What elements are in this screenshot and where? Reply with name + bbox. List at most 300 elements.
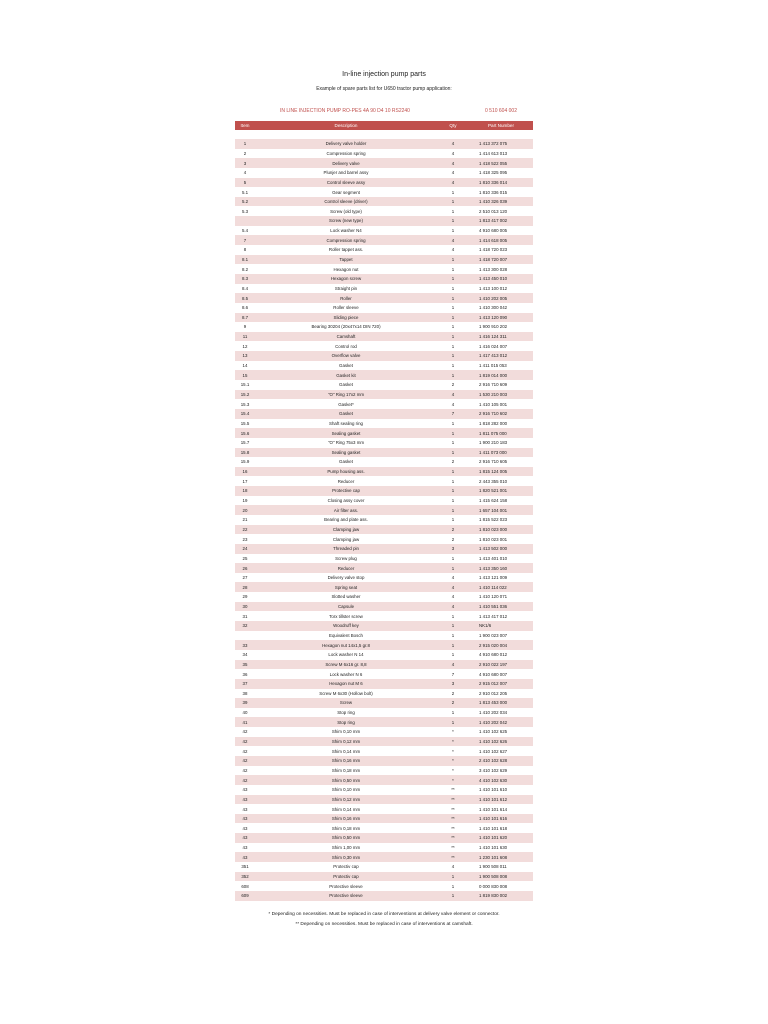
table-row bbox=[235, 274, 533, 284]
table-row bbox=[235, 457, 533, 467]
table-row bbox=[235, 496, 533, 506]
item-description: Shim 0,30 mm bbox=[255, 852, 437, 862]
item-part-number: 1 416 024 007 bbox=[479, 343, 508, 349]
table-row bbox=[235, 785, 533, 795]
table-row bbox=[235, 255, 533, 265]
item-number: 43 bbox=[242, 806, 248, 812]
table-row bbox=[235, 602, 533, 612]
table-row bbox=[235, 573, 533, 583]
item-description: Gasket* bbox=[338, 401, 354, 407]
item-number: 352 bbox=[235, 872, 255, 882]
item-qty: 1 bbox=[437, 872, 469, 882]
item-number: 27 bbox=[242, 575, 248, 581]
item-qty: ** bbox=[451, 787, 455, 793]
item-qty: 2 bbox=[451, 382, 455, 388]
item-part-number: 1 900 910 202 bbox=[479, 324, 508, 330]
item-description: Bearing 30204 (20x47x14 DIN 720) bbox=[311, 324, 381, 330]
item-qty: 1 bbox=[437, 351, 469, 361]
table-row bbox=[235, 419, 533, 429]
item-part-number: 1 410 101 630 bbox=[479, 845, 508, 851]
item-description: Straight pin bbox=[334, 285, 358, 291]
item-number: 43 bbox=[235, 814, 255, 824]
table-row bbox=[235, 611, 533, 621]
item-description: Shim 0,50 mm bbox=[255, 833, 437, 843]
table-row bbox=[235, 679, 533, 689]
item-number: 24 bbox=[235, 544, 255, 554]
item-number: 38 bbox=[242, 690, 248, 696]
item-qty: 4 bbox=[437, 235, 469, 245]
table-row bbox=[235, 631, 533, 641]
item-number: 3 bbox=[235, 158, 255, 168]
item-part-number: 1 410 326 039 bbox=[469, 197, 533, 207]
table-row bbox=[235, 823, 533, 833]
item-description: Control rod bbox=[335, 343, 357, 349]
item-qty: 1 bbox=[451, 228, 455, 234]
item-part-number: 1 900 508 008 bbox=[469, 872, 533, 882]
item-part-number: 1 815 522 023 bbox=[479, 517, 508, 523]
item-number: 5.3 bbox=[241, 208, 249, 214]
item-qty: 1 bbox=[451, 305, 455, 311]
table-row bbox=[235, 380, 533, 390]
column-header-description: Description bbox=[255, 121, 437, 130]
item-part-number: 1 410 102 626 bbox=[469, 737, 533, 747]
table-row bbox=[235, 226, 533, 236]
item-description: Gear segment bbox=[332, 189, 360, 195]
item-number: 15.9 bbox=[240, 459, 250, 465]
table-row bbox=[235, 505, 533, 515]
item-qty: 4 bbox=[437, 139, 469, 149]
item-description: Equivalent Bosch bbox=[329, 632, 363, 638]
table-row bbox=[235, 582, 533, 592]
item-number: 5.1 bbox=[241, 189, 249, 195]
item-part-number: 1 230 101 608 bbox=[469, 852, 533, 862]
item-part-number: 2 910 012 205 bbox=[479, 690, 508, 696]
item-qty: 1 bbox=[437, 448, 469, 458]
table-row bbox=[235, 313, 533, 323]
item-part-number: 4 910 680 005 bbox=[479, 228, 508, 234]
item-description: Shim 1,00 mm bbox=[331, 845, 361, 851]
item-description: Shaft sealing ring bbox=[329, 420, 363, 426]
table-row bbox=[235, 660, 533, 670]
item-part-number: 2 510 013 120 bbox=[479, 208, 508, 214]
item-qty: 1 bbox=[451, 652, 455, 658]
item-part-number: 1 413 417 012 bbox=[479, 613, 508, 619]
pump-number: 0 510 604 002 bbox=[485, 108, 517, 114]
table-row bbox=[235, 563, 533, 573]
item-qty: 4 bbox=[437, 660, 469, 670]
item-description: Shim 0,16 mm bbox=[255, 756, 437, 766]
item-description: Shim 0,16 mm bbox=[255, 814, 437, 824]
table-row bbox=[235, 669, 533, 679]
item-number: 34 bbox=[242, 652, 248, 658]
item-part-number: 1 410 105 001 bbox=[479, 401, 508, 407]
table-row bbox=[235, 698, 533, 708]
item-description: Shim 0,10 mm bbox=[331, 787, 361, 793]
item-number: 42 bbox=[235, 775, 255, 785]
item-number: 42 bbox=[242, 748, 248, 754]
item-number: 8.5 bbox=[235, 293, 255, 303]
item-qty: 1 bbox=[451, 517, 455, 523]
table-row bbox=[235, 843, 533, 853]
table-row bbox=[235, 235, 533, 245]
item-part-number: 1 413 401 010 bbox=[479, 555, 508, 561]
item-description: Clamping jaw bbox=[255, 525, 437, 535]
item-description: Hexagon nut 14x1,5 gr.8 bbox=[255, 640, 437, 650]
item-description: Threaded pin bbox=[255, 544, 437, 554]
table-row bbox=[235, 168, 533, 178]
item-part-number: 1 900 023 007 bbox=[479, 632, 508, 638]
table-row bbox=[235, 361, 533, 371]
item-number: 31 bbox=[242, 613, 248, 619]
item-description: Gasket bbox=[339, 363, 353, 369]
item-number: 15.8 bbox=[235, 448, 255, 458]
item-description: Delivery valve stop bbox=[327, 575, 365, 581]
item-description: Overflow valve bbox=[255, 351, 437, 361]
item-description: Protectiv cap bbox=[333, 864, 359, 870]
item-part-number: 1 410 300 042 bbox=[479, 305, 508, 311]
item-part-number: 1 417 413 012 bbox=[469, 351, 533, 361]
item-qty: 4 bbox=[437, 582, 469, 592]
table-row bbox=[235, 891, 533, 901]
item-part-number: 1 818 282 000 bbox=[479, 420, 508, 426]
item-qty: 1 bbox=[437, 370, 469, 380]
table-row bbox=[235, 409, 533, 419]
item-description: Delivery valve bbox=[255, 158, 437, 168]
table-row bbox=[235, 515, 533, 525]
item-qty: * bbox=[452, 767, 454, 773]
item-part-number: 1 657 104 001 bbox=[469, 505, 533, 515]
item-description: Reducer bbox=[255, 563, 437, 573]
item-part-number: 1 410 114 022 bbox=[469, 582, 533, 592]
item-qty: 1 bbox=[437, 313, 469, 323]
item-part-number: 1 810 023 001 bbox=[479, 536, 508, 542]
table-row bbox=[235, 139, 533, 149]
item-number: 15.1 bbox=[240, 382, 250, 388]
item-description: Compression spring bbox=[255, 235, 437, 245]
item-number: 16 bbox=[235, 467, 255, 477]
item-description: Roller tappet ass. bbox=[328, 247, 364, 253]
item-qty: 4 bbox=[451, 401, 455, 407]
item-number: 43 bbox=[235, 833, 255, 843]
item-number: 43 bbox=[235, 852, 255, 862]
page-title: In-line injection pump parts bbox=[342, 71, 426, 78]
item-part-number: 1 410 101 616 bbox=[469, 814, 533, 824]
item-part-number: 1 810 023 000 bbox=[469, 525, 533, 535]
item-qty: 1 bbox=[451, 324, 455, 330]
item-qty: 1 bbox=[437, 486, 469, 496]
table-row bbox=[235, 438, 533, 448]
item-qty: 7 bbox=[437, 409, 469, 419]
item-part-number: 1 810 336 014 bbox=[469, 178, 533, 188]
item-description: Shim 0,12 mm bbox=[255, 737, 437, 747]
item-qty: 4 bbox=[451, 150, 455, 156]
item-number: 42 bbox=[235, 737, 255, 747]
item-description: Air filter ass. bbox=[255, 505, 437, 515]
item-number: 18 bbox=[235, 486, 255, 496]
table-row bbox=[235, 852, 533, 862]
table-row bbox=[235, 795, 533, 805]
table-row bbox=[235, 197, 533, 207]
item-description: Protective cap bbox=[255, 486, 437, 496]
item-qty: 1 bbox=[451, 555, 455, 561]
item-qty: 1 bbox=[437, 891, 469, 901]
item-qty: 3 bbox=[437, 679, 469, 689]
item-description: Sealing gasket bbox=[255, 428, 437, 438]
item-qty: 3 bbox=[437, 544, 469, 554]
item-number: 1 bbox=[235, 139, 255, 149]
item-number: 15.6 bbox=[235, 428, 255, 438]
item-number: 41 bbox=[235, 717, 255, 727]
table-row bbox=[235, 756, 533, 766]
item-qty: 1 bbox=[451, 363, 455, 369]
item-description: Screw plug bbox=[335, 555, 357, 561]
table-row bbox=[235, 689, 533, 699]
item-description: Camshaft bbox=[255, 332, 437, 342]
item-part-number: 1 410 551 036 bbox=[469, 602, 533, 612]
item-number: 26 bbox=[235, 563, 255, 573]
item-number: 7 bbox=[235, 235, 255, 245]
table-row bbox=[235, 245, 533, 255]
item-qty: 2 bbox=[437, 698, 469, 708]
item-description: Protective sleeve bbox=[329, 883, 363, 889]
item-number: 11 bbox=[235, 332, 255, 342]
item-number: 36 bbox=[242, 671, 248, 677]
item-part-number: 1 418 325 095 bbox=[479, 170, 508, 176]
item-number: 15.3 bbox=[240, 401, 250, 407]
item-description: Screw bbox=[255, 698, 437, 708]
item-qty: ** bbox=[451, 806, 455, 812]
item-qty: 4 bbox=[451, 594, 455, 600]
item-part-number: 1 410 101 620 bbox=[469, 833, 533, 843]
item-qty: 4 bbox=[451, 247, 455, 253]
item-qty: ** bbox=[437, 795, 469, 805]
item-description: Stop ring bbox=[337, 710, 355, 716]
item-part-number: 3 410 102 629 bbox=[479, 767, 508, 773]
footnote-delivery-valve: * Depending on necessities. Must be replaced in case of interventions at delivery valve element or connector. bbox=[268, 912, 500, 917]
table-row bbox=[235, 708, 533, 718]
table-header-row bbox=[235, 121, 533, 130]
table-row bbox=[235, 399, 533, 409]
table-row bbox=[235, 554, 533, 564]
item-qty: ** bbox=[451, 825, 455, 831]
item-number: 23 bbox=[242, 536, 248, 542]
table-row bbox=[235, 727, 533, 737]
item-part-number: 1 413 502 000 bbox=[469, 544, 533, 554]
item-description: Closing assy cover bbox=[327, 498, 365, 504]
item-qty: 1 bbox=[451, 632, 455, 638]
item-qty: 2 bbox=[437, 525, 469, 535]
item-qty: 2 bbox=[451, 536, 455, 542]
item-part-number: 1 815 124 005 bbox=[469, 467, 533, 477]
item-number: 5.4 bbox=[241, 228, 249, 234]
table-row bbox=[235, 872, 533, 882]
pump-name: IN LINE INJECTION PUMP RO-PES 4A 90 D4 10 RS2240 bbox=[280, 108, 410, 114]
item-qty: 1 bbox=[451, 343, 455, 349]
item-part-number: 1 411 073 000 bbox=[469, 448, 533, 458]
item-number: 8.3 bbox=[235, 274, 255, 284]
item-qty: 1 bbox=[451, 613, 455, 619]
item-qty: 2 bbox=[451, 459, 455, 465]
item-description: Hexagon nut M 6 bbox=[255, 679, 437, 689]
item-part-number: 1 410 202 034 bbox=[479, 710, 508, 716]
item-qty: 1 bbox=[437, 197, 469, 207]
item-part-number: 1 418 720 023 bbox=[479, 247, 508, 253]
item-part-number: 1 416 124 311 bbox=[469, 332, 533, 342]
item-part-number: 1 413 450 010 bbox=[469, 274, 533, 284]
item-description: Screw M 6x16 gr. 8,8 bbox=[255, 660, 437, 670]
item-part-number: 1 414 618 005 bbox=[469, 235, 533, 245]
item-qty: 1 bbox=[451, 266, 455, 272]
item-number: 15.7 bbox=[240, 440, 250, 446]
item-qty: ** bbox=[437, 814, 469, 824]
item-qty: 1 bbox=[451, 420, 455, 426]
table-row bbox=[235, 206, 533, 216]
footnotes bbox=[0, 910, 768, 930]
table-row bbox=[235, 448, 533, 458]
item-qty: * bbox=[437, 775, 469, 785]
item-qty: ** bbox=[451, 845, 455, 851]
table-row bbox=[235, 303, 533, 313]
item-qty: 4 bbox=[451, 575, 455, 581]
item-part-number: 2 410 102 628 bbox=[469, 756, 533, 766]
table-row bbox=[235, 592, 533, 602]
item-part-number: 1 413 372 075 bbox=[469, 139, 533, 149]
table-row bbox=[235, 341, 533, 351]
item-qty: 1 bbox=[437, 428, 469, 438]
item-description: Sealing gasket bbox=[255, 448, 437, 458]
item-part-number: 1 820 521 001 bbox=[469, 486, 533, 496]
item-number: 14 bbox=[242, 363, 248, 369]
item-part-number: 4 410 102 630 bbox=[469, 775, 533, 785]
item-description: Clamping jaw bbox=[332, 536, 360, 542]
item-qty: 1 bbox=[451, 208, 455, 214]
item-description: Roller bbox=[255, 293, 437, 303]
item-description: Capsule bbox=[255, 602, 437, 612]
item-number: 13 bbox=[235, 351, 255, 361]
item-part-number: 1 410 101 614 bbox=[479, 806, 508, 812]
item-number: 37 bbox=[235, 679, 255, 689]
item-qty: 1 bbox=[451, 189, 455, 195]
item-number: 40 bbox=[242, 710, 248, 716]
item-number bbox=[235, 631, 255, 641]
table-row bbox=[235, 370, 533, 380]
item-number: 29 bbox=[242, 594, 248, 600]
item-qty: 1 bbox=[437, 621, 469, 631]
item-qty: 1 bbox=[451, 883, 455, 889]
item-description: Roller sleeve bbox=[333, 305, 359, 311]
item-qty: 2 bbox=[451, 690, 455, 696]
table-row bbox=[235, 766, 533, 776]
table-row bbox=[235, 534, 533, 544]
item-part-number: 1 410 102 625 bbox=[479, 729, 508, 735]
item-part-number: NK1/6 bbox=[469, 621, 533, 631]
item-description: Stop ring bbox=[255, 717, 437, 727]
item-number: 8.4 bbox=[241, 285, 249, 291]
item-part-number: 1 414 613 013 bbox=[479, 150, 508, 156]
table-row bbox=[235, 476, 533, 486]
table-row bbox=[235, 621, 533, 631]
item-description: Pump housing ass. bbox=[255, 467, 437, 477]
table-row bbox=[235, 640, 533, 650]
item-qty: 4 bbox=[451, 170, 455, 176]
item-qty: 1 bbox=[437, 640, 469, 650]
table-row bbox=[235, 158, 533, 168]
item-description: Lock washer N4 bbox=[330, 228, 362, 234]
item-description: Shim 0,14 mm bbox=[331, 806, 361, 812]
item-qty: 1 bbox=[437, 274, 469, 284]
table-row bbox=[235, 332, 533, 342]
table-row bbox=[235, 650, 533, 660]
page-subtitle: Example of spare parts list for U650 tractor pump application: bbox=[316, 86, 452, 92]
item-description: Gasket bbox=[339, 459, 353, 465]
item-number: 43 bbox=[242, 787, 248, 793]
item-number: 12 bbox=[242, 343, 248, 349]
item-number: 43 bbox=[235, 795, 255, 805]
table-spacer-row bbox=[235, 130, 533, 139]
item-description: Tappet bbox=[255, 255, 437, 265]
item-part-number: 1 418 720 007 bbox=[469, 255, 533, 265]
item-qty: 1 bbox=[437, 717, 469, 727]
item-part-number: 2 916 710 609 bbox=[479, 382, 508, 388]
table-row bbox=[235, 717, 533, 727]
item-number bbox=[235, 216, 255, 226]
item-description: Shim 0,18 mm bbox=[331, 825, 361, 831]
item-part-number: 1 413 100 012 bbox=[479, 285, 508, 291]
pump-info bbox=[235, 108, 533, 116]
item-description: Compression spring bbox=[326, 150, 366, 156]
item-number: 43 bbox=[242, 845, 248, 851]
item-number: 28 bbox=[235, 582, 255, 592]
item-description: Hexagon screw bbox=[255, 274, 437, 284]
item-number: 8 bbox=[243, 247, 247, 253]
item-description: Woodruff key bbox=[255, 621, 437, 631]
item-description: Slotted washer bbox=[331, 594, 361, 600]
item-part-number: 1 415 624 158 bbox=[479, 498, 508, 504]
column-header-qty: Qty bbox=[437, 121, 469, 130]
item-description: Gasket kit bbox=[255, 370, 437, 380]
item-qty: 1 bbox=[437, 467, 469, 477]
item-part-number: 1 530 210 003 bbox=[469, 390, 533, 400]
table-row bbox=[235, 804, 533, 814]
item-number: 42 bbox=[235, 756, 255, 766]
item-number: 5 bbox=[235, 178, 255, 188]
item-description: Shim 0,12 mm bbox=[255, 795, 437, 805]
item-description: Bearing and plate ass. bbox=[324, 517, 368, 523]
item-description: Gasket bbox=[255, 409, 437, 419]
item-number: 17 bbox=[242, 478, 248, 484]
item-part-number: 2 915 012 007 bbox=[469, 679, 533, 689]
item-description: Control sleeve assy bbox=[255, 178, 437, 188]
item-qty: 4 bbox=[451, 864, 455, 870]
item-qty: 4 bbox=[437, 602, 469, 612]
item-number: 25 bbox=[242, 555, 248, 561]
item-description: Reducer bbox=[337, 478, 355, 484]
item-qty: 1 bbox=[437, 563, 469, 573]
item-part-number: 1 413 300 028 bbox=[479, 266, 508, 272]
item-number: 42 bbox=[242, 767, 248, 773]
item-qty: 1 bbox=[451, 285, 455, 291]
item-description: Sliding piece bbox=[255, 313, 437, 323]
item-number: 608 bbox=[241, 883, 249, 889]
item-qty: 4 bbox=[437, 158, 469, 168]
table-row bbox=[235, 390, 533, 400]
item-part-number: 4 910 680 012 bbox=[479, 652, 508, 658]
item-qty: 1 bbox=[451, 498, 455, 504]
item-part-number: 1 410 120 071 bbox=[479, 594, 508, 600]
item-number: 15.5 bbox=[240, 420, 250, 426]
item-description: Delivery valve holder bbox=[255, 139, 437, 149]
item-part-number: 2 443 355 010 bbox=[479, 478, 508, 484]
